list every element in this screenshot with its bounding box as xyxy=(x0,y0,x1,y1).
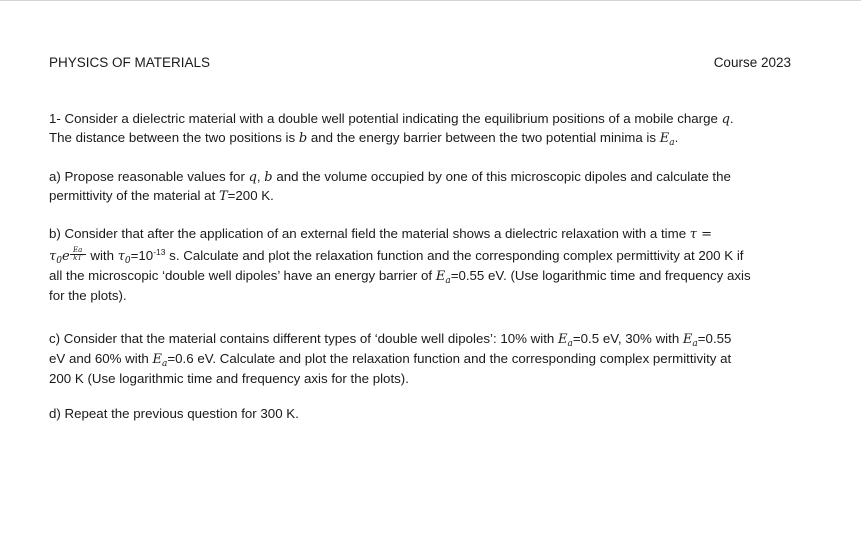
question-1-line-2: The distance between the two positions is b and the energy barrier between the two potential minima is $E_a$. xyxy=(49,130,679,148)
question-b-text xyxy=(49,225,819,305)
math-T: T xyxy=(218,189,228,204)
question-b-line-3: all the microscopic ‘double well dipoles’ have an energy barrier of $E_a=0.55$ eV. (Use logarithmic time and frequency axis xyxy=(49,268,751,286)
question-a-text xyxy=(49,168,819,206)
course-title: PHYSICS OF MATERIALS xyxy=(49,55,211,70)
question-1-line-1: 1- Consider a dielectric material with a double well potential indicating the equilibrium positions of a mobile charge q. xyxy=(49,111,734,127)
math-tau0-exp: $\tau_0e$ Ea kT xyxy=(49,249,70,264)
top-border-line xyxy=(0,0,861,1)
question-d-line-1: d) Repeat the previous question for 300 K. xyxy=(49,406,299,421)
math-tau-equals: τ = xyxy=(689,227,713,242)
question-b-line-2: $\tau_0e$ Ea kT with $\tau_0=10^{-13}$ s. Calculate and plot the relaxation function and the corresponding complex permittivity at 200 K if xyxy=(49,246,744,266)
math-b: b xyxy=(298,131,308,146)
question-c-text xyxy=(49,330,819,388)
question-c-line-3: 200 K (Use logarithmic time and frequency axis for the plots). xyxy=(49,371,409,386)
question-b-line-1: b) Consider that after the application of an external field the material shows a dielectric relaxation with a time τ = xyxy=(49,226,713,242)
question-a-line-1: a) Propose reasonable values for q, b and the volume occupied by one of this microscopic dipoles and calculate the xyxy=(49,169,731,185)
question-c-line-2: eV and 60% with $E_a=0.6$ eV. Calculate and plot the relaxation function and the corresponding complex permittivity at xyxy=(49,351,732,369)
course-year: Course 2023 xyxy=(713,55,791,70)
math-Ea: $E_a$ xyxy=(659,131,675,148)
question-c-line-1: c) Consider that the material contains different types of ‘double well dipoles’: 10% with $E_a=0.5$ eV, 30% with $E_a=0.55$ xyxy=(49,331,732,349)
math-q: q xyxy=(721,112,730,127)
question-a-line-2: permittivity of the material at T=200 K. xyxy=(49,188,274,204)
math-Ea: $E_a$ xyxy=(435,269,451,286)
question-b-line-4: for the plots). xyxy=(49,288,127,303)
question-1-text xyxy=(49,110,819,149)
question-d-text xyxy=(49,405,819,423)
